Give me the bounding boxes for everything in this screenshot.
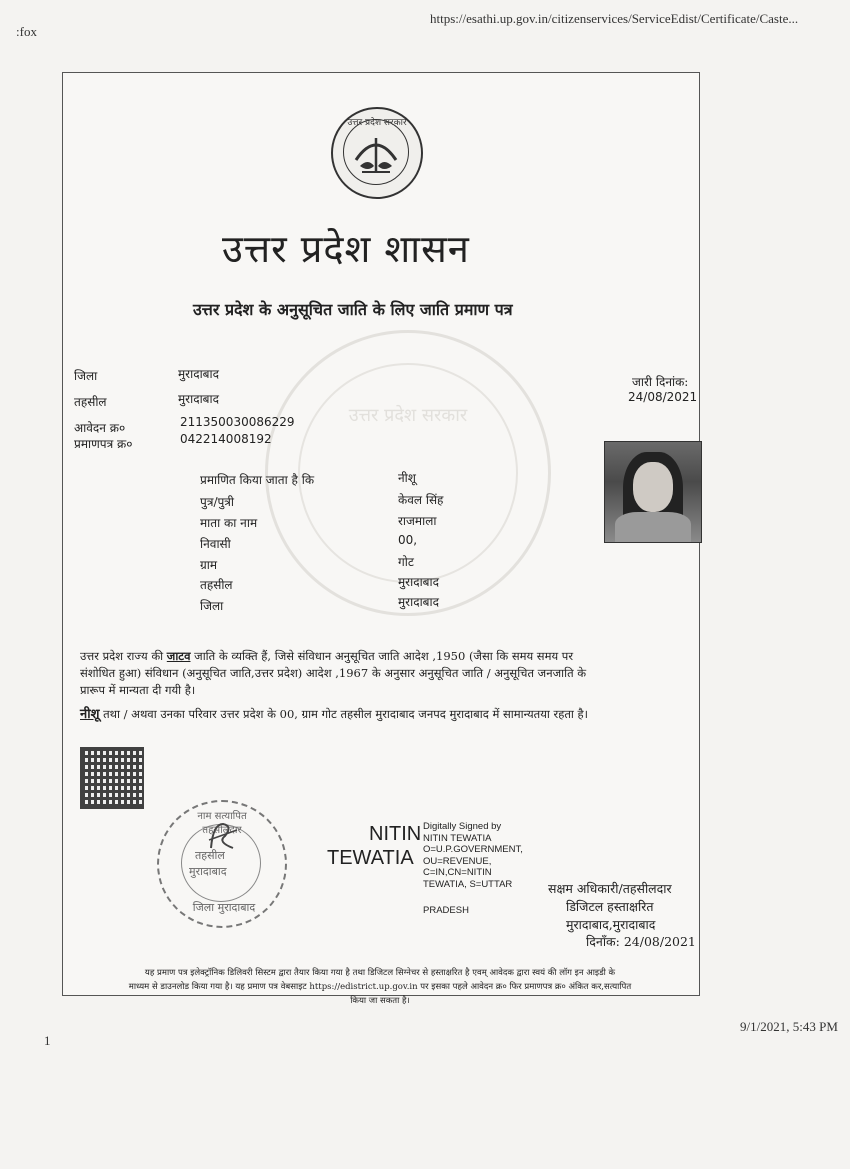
emblem-inner [343, 119, 409, 185]
footer-line1: यह प्रमाण पत्र इलेक्ट्रॉनिक डिलिवरी सिस्टम द्वारा तैयार किया गया है तथा डिजिटल सिग्नेचर से हस्ताक्षरित है एवम् आवेदक द्वारा स्वयं की लॉग इन आइडी के [144, 968, 616, 978]
residence-paragraph [80, 706, 710, 723]
caste-paragraph-line1 [80, 648, 700, 665]
tehsil-value: मुरादाबाद [178, 392, 220, 406]
mother-name-value: राजमाला [398, 514, 437, 528]
caste-name: जाटव [166, 649, 191, 663]
district-value: मुरादाबाद [178, 367, 220, 381]
sig-detail-0: Digitally Signed by [423, 821, 502, 832]
footer-line3: किया जा सकता है। [350, 996, 410, 1006]
residence-person-name: नीशू [80, 707, 100, 722]
person-district-value: मुरादाबाद [398, 595, 440, 609]
residence-text: तथा / अथवा उनका परिवार उत्तर प्रदेश के 00, ग्राम गोट तहसील मुरादाबाद जनपद मुरादाबाद में सामान्यतया रहता है। [99, 707, 588, 721]
certificate-no-value: 042214008192 [180, 432, 272, 446]
resident-label: निवासी [200, 537, 231, 551]
person-district-label: जिला [200, 599, 224, 613]
qr-code[interactable] [80, 747, 144, 809]
certificate-footer [72, 966, 688, 1008]
village-value: गोट [398, 555, 414, 569]
stamp-text-top: नाम सत्यापित तहसीलदार [197, 811, 247, 836]
applicant-photo [604, 441, 702, 543]
application-no-label: आवेदन क्र० [74, 421, 126, 435]
emblem-text: उत्तर प्रदेश सरकार [347, 118, 407, 128]
photo-body [615, 512, 691, 543]
certify-label: प्रमाणित किया जाता है कि [200, 473, 315, 487]
footer-line2: माध्यम से डाउनलोड किया गया है। यह प्रमाण पत्र वेबसाइट https://edistrict.up.gov.in पर इसका पहले आवेदन क्र० फिर प्रमाणपत्र क्र० अंकित कर,सत्यापित [128, 982, 632, 992]
caste-paragraph-line3: प्रारूप में मान्यता दी गयी है। [80, 683, 196, 697]
page-number: 1 [44, 1033, 51, 1048]
mother-name-label: माता का नाम [200, 516, 258, 530]
signer-name-line1: NITIN [369, 823, 422, 845]
bow-fish-icon [344, 120, 408, 184]
certificate-subtitle: उत्तर प्रदेश के अनुसूचित जाति के लिए जाति प्रमाण पत्र [193, 300, 513, 319]
sig-detail-4: C=IN,CN=NITIN [423, 867, 492, 878]
print-timestamp: 9/1/2021, 5:43 PM [740, 1019, 838, 1034]
up-emblem-icon [331, 107, 423, 199]
handwritten-signature-icon [203, 818, 243, 854]
person-tehsil-value: मुरादाबाद [398, 575, 440, 589]
application-no-value: 211350030086229 [180, 415, 295, 429]
child-of-label: पुत्र/पुत्री [200, 495, 235, 509]
sig-detail-1: NITIN TEWATIA [423, 832, 492, 844]
sig-detail-3: OU=REVENUE, [423, 855, 492, 867]
resident-value: 00, [398, 533, 418, 547]
village-label: ग्राम [200, 558, 218, 572]
browser-fragment: :fox [16, 24, 37, 39]
print-url[interactable]: https://esathi.up.gov.in/citizenservices/ServiceEdist/Certificate/Caste... [430, 11, 799, 26]
sig-detail-5: TEWATIA, S=UTTAR [423, 878, 513, 890]
issue-date-value: 24/08/2021 [628, 390, 698, 404]
sig-detail-6: PRADESH [423, 905, 469, 916]
person-name-value: नीशू [398, 471, 416, 485]
photo-face [633, 462, 673, 512]
page-title: उत्तर प्रदेश शासन [222, 227, 470, 271]
person-tehsil-label: तहसील [200, 578, 233, 592]
para1-after: जाति के व्यक्ति हैं, जिसे संविधान अनुसूचित जाति आदेश ,1950 (जैसा कि समय समय पर [190, 649, 574, 663]
sig-detail-2: O=U.P.GOVERNMENT, [423, 844, 523, 855]
authority-date: दिनाँक: 24/08/2021 [586, 934, 696, 949]
stamp-text-middle1: तहसील [195, 849, 225, 862]
authority-digital: डिजिटल हस्ताक्षरित [566, 899, 654, 914]
district-label: जिला [74, 369, 98, 383]
issue-date-label: जारी दिनांक: [632, 375, 689, 389]
caste-paragraph [80, 648, 700, 699]
authority-title: सक्षम अधिकारी/तहसीलदार [548, 881, 672, 896]
para1-before: उत्तर प्रदेश राज्य की [80, 649, 167, 663]
certificate-no-label: प्रमाणपत्र क्र० [74, 437, 133, 451]
tehsil-label: तहसील [74, 395, 107, 409]
watermark-text: उत्तर प्रदेश सरकार [348, 405, 468, 426]
authority-location: मुरादाबाद,मुरादाबाद [566, 917, 656, 932]
signature-details [423, 821, 523, 917]
stamp-text-bottom: जिला मुरादाबाद [192, 901, 256, 914]
caste-paragraph-line2: संशोधित हुआ) संविधान (अनुसूचित जाति,उत्तर प्रदेश) आदेश ,1967 के अनुसार अनुसूचित जाति / अनुसूचित जनजाति के [80, 666, 587, 680]
father-name-value: केवल सिंह [398, 493, 444, 507]
signer-name-line2: TEWATIA [327, 847, 414, 869]
office-seal-stamp [157, 800, 287, 928]
stamp-text-middle2: मुरादाबाद [189, 865, 227, 878]
